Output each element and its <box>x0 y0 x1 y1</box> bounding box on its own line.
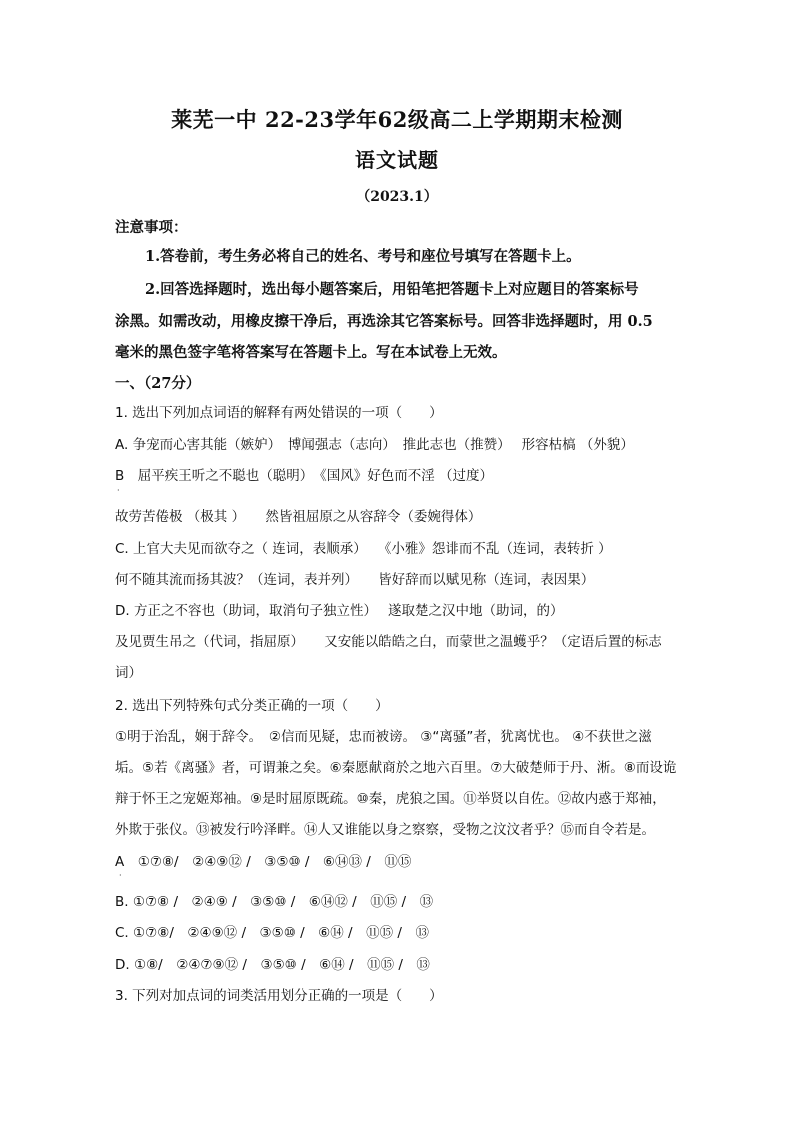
q1-stem: 1. 选出下列加点词语的解释有两处错误的一项（ ） <box>115 405 443 421</box>
q1-option-d-line-1: D. 方正之不容也（助词，取消句子独立性） 遂取楚之汉中地（助词，的） <box>115 603 564 619</box>
q2-passage-line-2: 垢。⑤若《离骚》者，可谓兼之矣。⑥秦愿献商於之地六百里。⑦大破楚师于丹、淅。⑧而设诡 <box>115 760 677 776</box>
q2-option-d: D. ①⑧/ ②④⑦⑨⑫ / ③⑤⑩ / ⑥⑭ / ⑪⑮ / ⑬ <box>115 957 430 973</box>
section-1-heading: 一、（27分） <box>115 375 201 392</box>
emphasis-dot: · <box>117 486 120 495</box>
q1-option-a: A. 争宠而心害其能（嫉妒） 博闻强志（志向） 推此志也（推赞） 形容枯槁 （外貌） <box>115 437 634 453</box>
q1-option-c-line-1: C. 上官大夫见而欲夺之（ 连词，表顺承） 《小雅》怨诽而不乱（连词，表转折 ） <box>115 541 612 557</box>
q1-option-b-line-2: 故劳苦倦极 （极其 ） 然皆祖屈原之从容辞令（委婉得体） <box>115 509 482 525</box>
q2-passage-line-3: 辩于怀王之宠姬郑袖。⑨是时屈原既疏。⑩秦，虎狼之国。⑪举贤以自佐。⑫故内惑于郑袖， <box>115 791 666 807</box>
q2-option-b: B. ①⑦⑧ / ②④⑨ / ③⑤⑩ / ⑥⑭⑫ / ⑪⑮ / ⑬ <box>115 894 434 910</box>
q2-passage-line-4: 外欺于张仪。⑬被发行吟泽畔。⑭人又谁能以身之察察，受物之汶汶者乎？⑮而自令若是。 <box>115 822 655 838</box>
q2-option-a: A ①⑦⑧/ ②④⑨⑫ / ③⑤⑩ / ⑥⑭⑬ / ⑪⑮ <box>115 854 412 870</box>
notice-item-2-line-3: 毫米的黑色签字笔将答案写在答题卡上。写在本试卷上无效。 <box>115 344 507 361</box>
q2-stem: 2. 选出下列特殊句式分类正确的一项（ ） <box>115 698 389 714</box>
notice-item-2-line-2: 涂黑。如需改动，用橡皮擦干净后，再选涂其它答案标号。回答非选择题时，用 0.5 <box>115 313 653 330</box>
notice-heading: 注意事项： <box>115 219 188 236</box>
q3-stem: 3. 下列对加点词的词类活用划分正确的一项是（ ） <box>115 988 443 1004</box>
exam-date: （2023.1） <box>356 189 438 205</box>
q1-option-d-line-2: 及见贾生吊之（代词，指屈原） 又安能以皓皓之白，而蒙世之温蠖乎？（定语后置的标志 <box>115 634 662 650</box>
emphasis-dot: · <box>119 871 122 880</box>
q1-option-c-line-2: 何不随其流而扬其波？（连词，表并列） 皆好辞而以赋见称（连词，表因果） <box>115 572 595 588</box>
exam-title: 莱芜一中 22-23学年62级高二上学期期末检测 <box>171 107 623 132</box>
q1-option-d-line-3: 词） <box>115 665 142 681</box>
exam-subtitle: 语文试题 <box>355 148 439 172</box>
q1-option-b-line-1: B 屈平疾王听之不聪也（聪明） 《国风》好色而不淫 （过度） <box>115 468 494 484</box>
notice-item-1: 1.答卷前，考生务必将自己的姓名、考号和座位号填写在答题卡上。 <box>145 248 581 265</box>
q2-passage-line-1: ①明于治乱，娴于辞令。 ②信而见疑，忠而被谤。 ③“离骚”者，犹离忧也。 ④不获世之滋 <box>115 729 652 745</box>
notice-item-2-line-1: 2.回答选择题时，选出每小题答案后，用铅笔把答题卡上对应题目的答案标号 <box>145 281 639 298</box>
q2-option-c: C. ①⑦⑧/ ②④⑨⑫ / ③⑤⑩ / ⑥⑭ / ⑪⑮ / ⑬ <box>115 925 429 941</box>
